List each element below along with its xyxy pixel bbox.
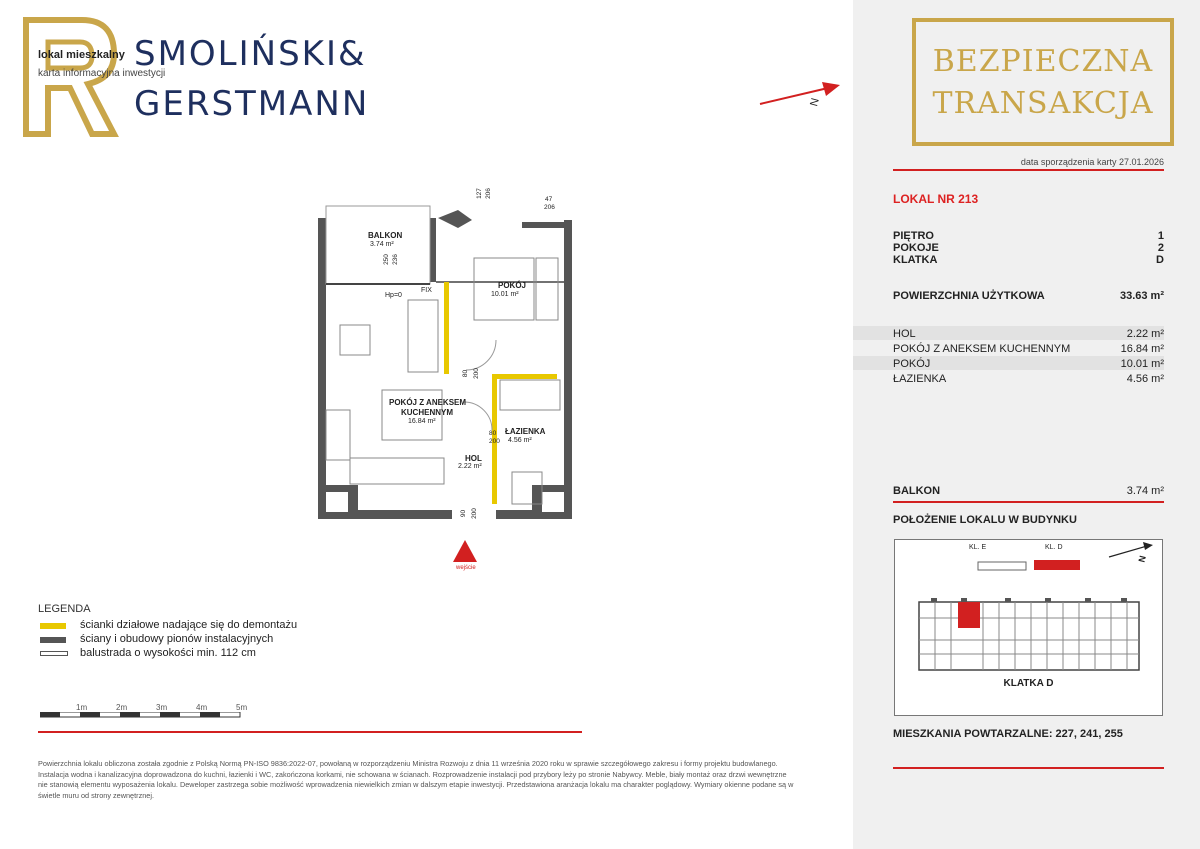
north-icon: N <box>1136 554 1148 564</box>
card-date: data sporządzenia karty 27.01.2026 <box>1020 157 1164 167</box>
room-label: POKÓJ <box>893 358 931 370</box>
plan-label-living-1: POKÓJ Z ANEKSEM <box>389 398 467 407</box>
detail-row-stair <box>893 254 1164 266</box>
detail-label: POKOJE <box>893 242 939 254</box>
scale-label: 5m <box>236 703 248 712</box>
room-label: POKÓJ Z ANEKSEM KUCHENNYM <box>893 343 1071 355</box>
repeat-units: MIESZKANIA POWTARZALNE: 227, 241, 255 <box>893 728 1123 740</box>
legend-item: balustrada o wysokości min. 112 cm <box>80 647 256 659</box>
plan-dim: 47 <box>545 196 553 203</box>
plan-hp: Hp=0 <box>385 292 402 299</box>
detail-label: PIĘTRO <box>893 230 934 242</box>
plan-fix: FIX <box>421 287 432 294</box>
safe-transaction-badge <box>912 18 1174 146</box>
plan-dim: 127 <box>475 188 483 199</box>
card-subtitle: karta informacyjna inwestycji <box>38 68 166 79</box>
detail-label: KLATKA <box>893 254 938 266</box>
balcony-value: 3.74 m² <box>1126 485 1164 497</box>
scale-label: 3m <box>156 703 168 712</box>
stair-caption: KLATKA D <box>1003 678 1054 689</box>
plan-dim: 236 <box>391 254 399 265</box>
plan-label-hall: HOL <box>465 454 482 463</box>
room-row <box>893 343 1164 355</box>
room-label: HOL <box>893 328 916 340</box>
divider <box>38 731 582 733</box>
plan-dim: 206 <box>484 188 492 199</box>
legend-swatch-yellow <box>40 623 66 629</box>
balcony-label: BALKON <box>893 485 941 497</box>
plan-dim: 206 <box>544 204 555 211</box>
usable-area-value: 33.63 m² <box>1119 290 1164 302</box>
plan-area-balcony: 3.74 m² <box>370 241 394 248</box>
detail-row-rooms <box>893 242 1164 254</box>
brand-line-1: SMOLIŃSKI& <box>134 34 367 74</box>
scale-label: 4m <box>196 703 208 712</box>
scale-label: 1m <box>76 703 88 712</box>
room-row <box>893 328 1164 340</box>
room-row <box>893 358 1164 370</box>
scale-bar <box>40 712 250 720</box>
detail-value: D <box>1156 254 1164 266</box>
legend-item: ściany i obudowy pionów instalacyjnych <box>80 633 274 645</box>
legend-title: LEGENDA <box>38 603 91 615</box>
usable-area-label: POWIERZCHNIA UŻYTKOWA <box>893 290 1045 302</box>
location-title: POŁOŻENIE LOKALU W BUDYNKU <box>893 514 1077 526</box>
room-value: 16.84 m² <box>1120 343 1164 355</box>
room-value: 10.01 m² <box>1120 358 1164 370</box>
plan-label-room: POKÓJ <box>498 281 527 290</box>
entrance-label: wejście <box>456 565 476 571</box>
brand-line-2: GERSTMANN <box>134 84 370 124</box>
divider <box>893 767 1164 769</box>
plan-dim: 250 <box>382 254 390 265</box>
divider <box>893 501 1164 503</box>
plan-area-living: 16.84 m² <box>408 418 436 425</box>
divider <box>893 169 1164 171</box>
north-label: N <box>808 96 822 108</box>
badge-line-2: TRANSAKCJA <box>932 86 1154 121</box>
unit-title: LOKAL NR 213 <box>893 192 979 206</box>
scale-label: 2m <box>116 703 128 712</box>
legend-item: ścianki działowe nadające się do demontażu <box>80 619 298 631</box>
detail-value: 2 <box>1157 242 1164 254</box>
plan-label-balcony: BALKON <box>368 231 403 240</box>
plan-dim: 90 <box>460 509 468 518</box>
card-type-label: lokal mieszkalny <box>38 49 125 61</box>
stair-d-label: KL. D <box>1045 544 1063 551</box>
footnote: Powierzchnia lokalu obliczona została zgodnie z Polską Normą PN-ISO 9836:2022-07, powołaną w rozporządzeniu Ministra Rozwoju z dnia 11 września 2020 roku w sprawie szczegółowego zakresu i formy projektu budowlanego. Instalacja wodna i kanalizacyjna doprowadzona do kuchni, łazienki i WC, zakończona korkami, nie schowana w ścianach. Rozprowadzenie instalacji pod przybory leży po stronie Nabywcy. Meble, biały montaż oraz drzwi wewnętrzne nie stanowią elementu wyposażenia lokalu. Deweloper zastrzega sobie możliwość wprowadzenia niewielkich zmian w dalszym etapie inwestycji. Przedstawiona aranżacja lokalu ma charakter poglądowy. Wymiary okienne podane są w świetle muru od strony zewnętrznej. <box>38 759 794 800</box>
detail-row-floor <box>893 230 1164 242</box>
floor-plan <box>300 180 590 580</box>
room-row <box>893 373 1164 385</box>
plan-dim: 200 <box>489 438 500 445</box>
plan-dim: 200 <box>470 508 478 519</box>
legend-swatch-white <box>40 651 68 656</box>
usable-area-row <box>893 290 1164 302</box>
plan-area-hall: 2.22 m² <box>458 463 482 470</box>
badge-line-1: BEZPIECZNA <box>932 44 1154 79</box>
balcony-row <box>893 485 1164 497</box>
plan-dim: 80 <box>489 430 497 437</box>
building-location-map <box>894 539 1163 716</box>
north-arrow-icon <box>758 76 842 112</box>
legend-swatch-gray <box>40 637 66 643</box>
plan-label-bath: ŁAZIENKA <box>505 427 546 436</box>
plan-label-living-2: KUCHENNYM <box>401 408 453 417</box>
room-value: 2.22 m² <box>1126 328 1164 340</box>
room-value: 4.56 m² <box>1126 373 1164 385</box>
plan-dim: 80 <box>462 369 470 378</box>
stair-e-label: KL. E <box>969 544 987 551</box>
plan-area-room: 10.01 m² <box>491 291 519 298</box>
room-label: ŁAZIENKA <box>893 373 947 385</box>
plan-dim: 200 <box>472 368 480 379</box>
detail-value: 1 <box>1157 230 1164 242</box>
plan-area-bath: 4.56 m² <box>508 437 532 444</box>
